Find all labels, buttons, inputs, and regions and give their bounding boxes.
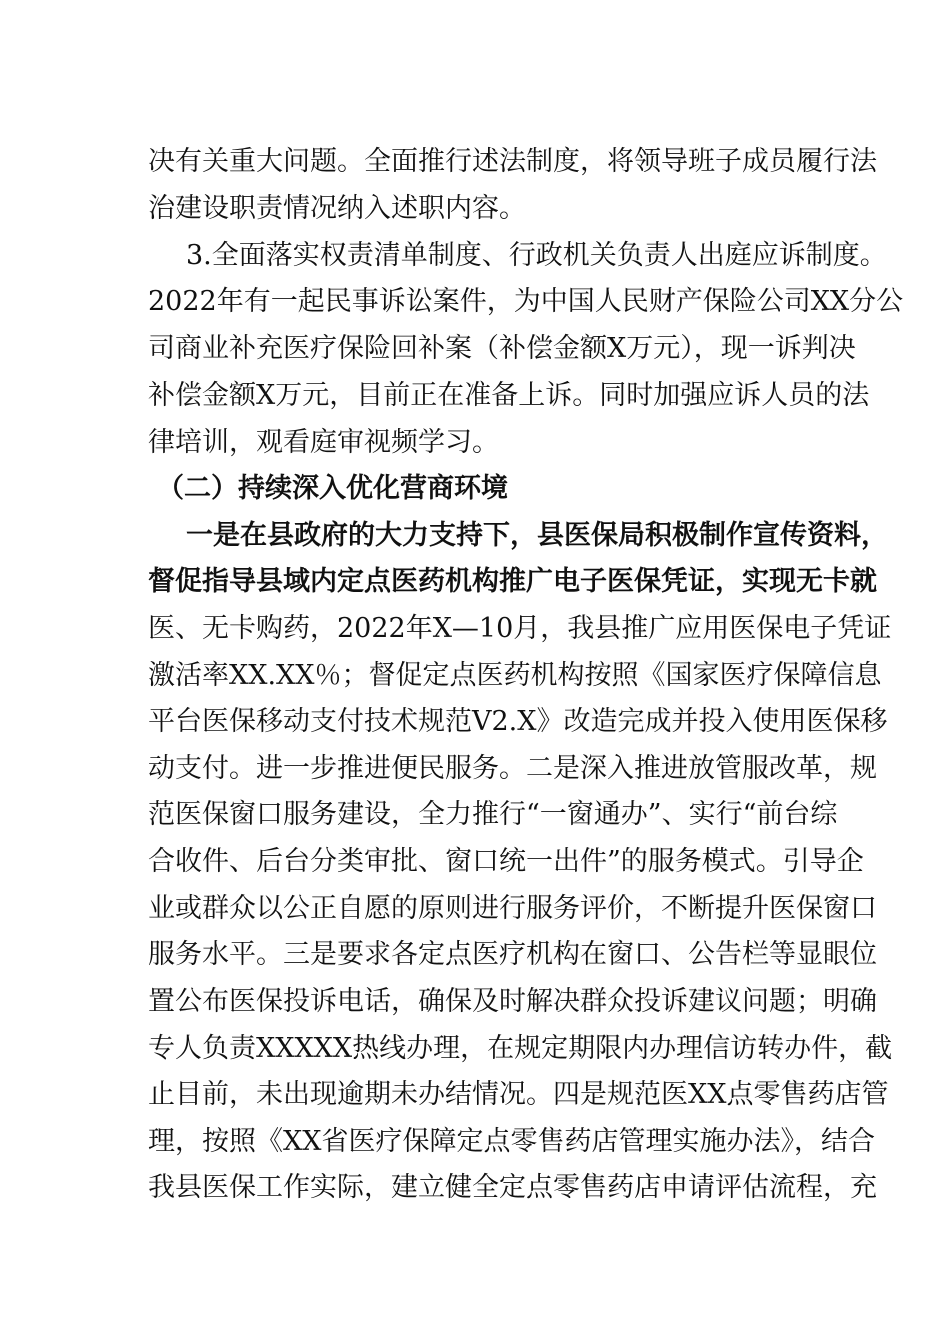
text-line: 督促指导县域内定点医药机构推广电子医保凭证，实现无卡就: [148, 566, 877, 597]
text-line: 治建设职责情况纳入述职内容。: [148, 193, 526, 224]
text-line: 补偿金额X万元，目前正在准备上诉。同时加强应诉人员的法: [148, 380, 870, 411]
text-line: 我县医保工作实际，建立健全定点零售药店申请评估流程，充: [148, 1172, 877, 1203]
text-line: 激活率XX.XX％；督促定点医药机构按照《国家医疗保障信息: [148, 660, 882, 691]
text-line: 一是在县政府的大力支持下，县医保局积极制作宣传资料，: [186, 520, 888, 551]
text-line: 范医保窗口服务建设，全力推行“一窗通办”、实行“前台综: [148, 799, 838, 830]
text-line: 动支付。进一步推进便民服务。二是深入推进放管服改革，规: [148, 753, 877, 784]
text-line: 律培训，观看庭审视频学习。: [148, 427, 499, 458]
text-line: 合收件、后台分类审批、窗口统一出件”的服务模式。引导企: [148, 846, 864, 877]
text-line: 平台医保移动支付技术规范V2.X》改造完成并投入使用医保移: [148, 706, 888, 737]
section-heading: （二）持续深入优化营商环境: [157, 473, 508, 504]
text-line: 业或群众以公正自愿的原则进行服务评价，不断提升医保窗口: [148, 893, 877, 924]
text-line: 服务水平。三是要求各定点医疗机构在窗口、公告栏等显眼位: [148, 939, 877, 970]
text-line: 3.全面落实权责清单制度、行政机关负责人出庭应诉制度。: [186, 240, 887, 271]
text-line: 置公布医保投诉电话，确保及时解决群众投诉建议问题；明确: [148, 986, 877, 1017]
text-line: 专人负责XXXXX热线办理，在规定期限内办理信访转办件，截: [148, 1033, 893, 1064]
text-line: 2022年有一起民事诉讼案件，为中国人民财产保险公司XX分公: [148, 286, 904, 317]
text-line: 司商业补充医疗保险回补案（补偿金额X万元），现一诉判决: [148, 333, 856, 364]
text-line: 医、无卡购药，2022年X—10月，我县推广应用医保电子凭证: [148, 613, 892, 644]
text-line: 理，按照《XX省医疗保障定点零售药店管理实施办法》，结合: [148, 1126, 875, 1157]
text-line: 止目前，未出现逾期未办结情况。四是规范医XX点零售药店管: [148, 1079, 889, 1110]
text-line: 决有关重大问题。全面推行述法制度，将领导班子成员履行法: [148, 146, 877, 177]
